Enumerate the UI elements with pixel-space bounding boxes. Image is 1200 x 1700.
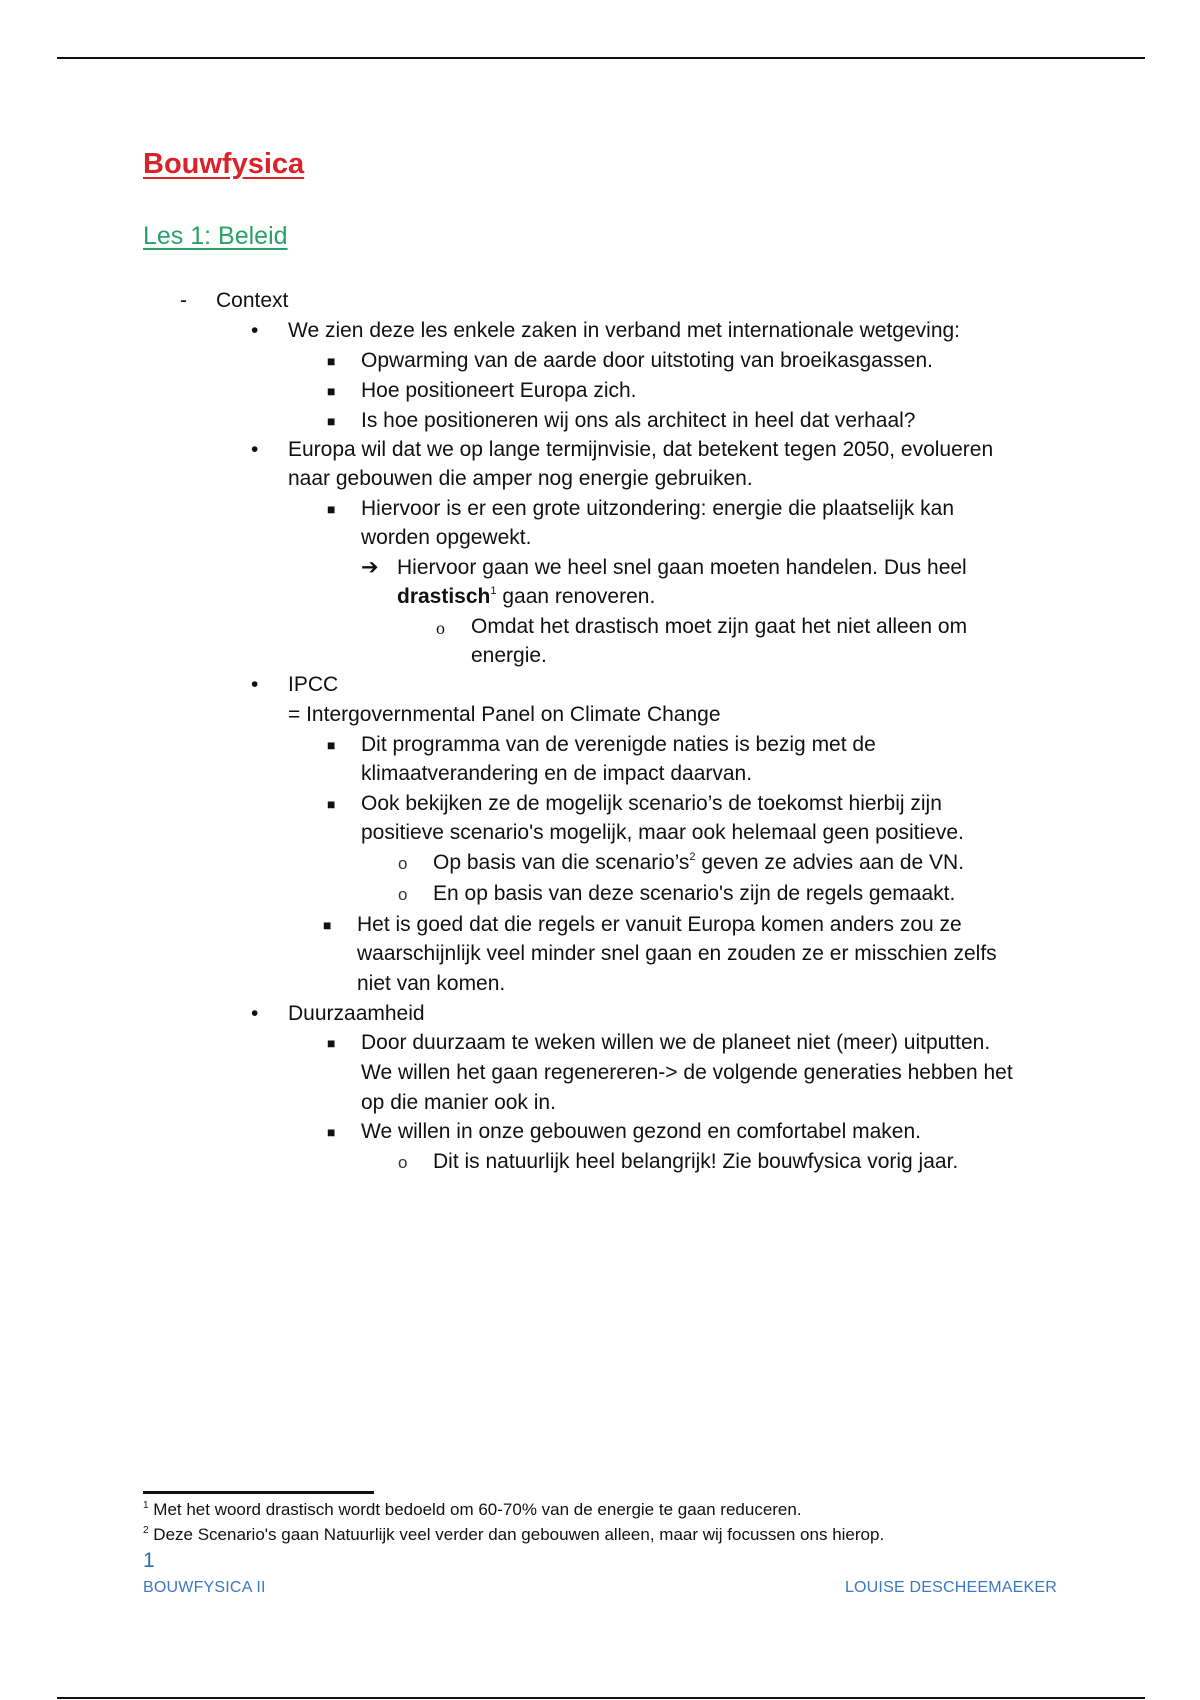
bullet-marker: • <box>251 438 259 461</box>
header-rule <box>57 57 1145 59</box>
arrow-icon: ➔ <box>361 556 379 579</box>
footnote-text: Deze Scenario's gaan Natuurlijk veel verder dan gebouwen alleen, maar wij focussen ons hierop. <box>148 1525 885 1544</box>
ipcc-definition: = Intergovernmental Panel on Climate Change <box>288 703 721 726</box>
list-item-line: Dit programma van de verenigde naties is bezig met de <box>361 733 876 756</box>
list-item-line: waarschijnlijk veel minder snel gaan en zouden ze er misschien zelfs <box>357 942 997 965</box>
square-bullet-marker: ■ <box>327 413 336 429</box>
footnote-ref: 2 <box>689 851 696 863</box>
lesson-title: Les 1: Beleid <box>143 222 288 250</box>
square-bullet-marker: ■ <box>327 737 336 753</box>
square-bullet-marker: ■ <box>327 1035 336 1051</box>
list-item: We willen in onze gebouwen gezond en comfortabel maken. <box>361 1120 921 1143</box>
circle-marker: o <box>398 1153 408 1172</box>
footer-rule <box>57 1697 1145 1699</box>
page-number: 1 <box>143 1549 155 1572</box>
list-item: Opwarming van de aarde door uitstoting van broeikasgassen. <box>361 349 934 372</box>
list-item-line: worden opgewekt. <box>361 526 532 549</box>
context-heading: Context <box>216 289 289 312</box>
square-bullet-marker: ■ <box>327 796 336 812</box>
footnote-1 <box>143 1499 802 1521</box>
square-bullet-marker: ■ <box>323 917 332 933</box>
footnote-text: Met het woord drastisch wordt bedoeld om 60-70% van de energie te gaan reduceren. <box>148 1500 802 1519</box>
footnote-ref: 1 <box>490 585 497 597</box>
list-item-line: We willen het gaan regenereren-> de volgende generaties hebben het <box>361 1061 1013 1084</box>
list-item-line: Door duurzaam te weken willen we de planeet niet (meer) uitputten. <box>361 1031 991 1054</box>
bullet-text-line: naar gebouwen die amper nog energie gebruiken. <box>288 467 753 490</box>
bullet-text: We zien deze les enkele zaken in verband met internationale wetgeving: <box>288 319 961 342</box>
document-title: Bouwfysica <box>143 148 305 180</box>
arrow-item-line: Hiervoor gaan we heel snel gaan moeten handelen. Dus heel <box>397 556 967 579</box>
square-bullet-marker: ■ <box>327 501 336 517</box>
arrow-item-line <box>397 584 655 610</box>
sub-item-line: Dit is natuurlijk heel belangrijk! Zie bouwfysica vorig jaar. <box>433 1150 959 1173</box>
footnote-number: 2 <box>143 1525 149 1536</box>
list-item-line: klimaatverandering en de impact daarvan. <box>361 762 753 785</box>
sub-item-line: Omdat het drastisch moet zijn gaat het niet alleen om <box>471 615 968 638</box>
arrow-item-rest: gaan renoveren. <box>496 585 656 608</box>
sub-item-line: En op basis van deze scenario's zijn de regels gemaakt. <box>433 882 956 905</box>
square-bullet-marker: ■ <box>327 1124 336 1140</box>
sub-item-line <box>433 850 964 876</box>
bullet-marker: • <box>251 673 259 696</box>
sub-item-text: geven ze advies aan de VN. <box>695 851 965 874</box>
dash-marker: - <box>180 289 187 312</box>
footnote-separator <box>143 1491 374 1494</box>
script-o-marker: o <box>436 618 445 638</box>
bullet-text-line: Europa wil dat we op lange termijnvisie, dat betekent tegen 2050, evolueren <box>288 438 994 461</box>
sub-item-text: Op basis van die scenario’s <box>433 851 690 874</box>
list-item-line: op die manier ook in. <box>361 1091 556 1114</box>
bold-term: drastisch <box>397 585 491 608</box>
list-item-line: positieve scenario's mogelijk, maar ook helemaal geen positieve. <box>361 821 964 844</box>
list-item-line: niet van komen. <box>357 972 506 995</box>
list-item: Is hoe positioneren wij ons als architect in heel dat verhaal? <box>361 409 916 432</box>
bullet-marker: • <box>251 1002 259 1025</box>
footer-author: LOUISE DESCHEEMAEKER <box>844 1579 1057 1596</box>
circle-marker: o <box>398 885 408 904</box>
footer-course: BOUWFYSICA II <box>143 1579 266 1596</box>
list-item-line: Hiervoor is er een grote uitzondering: energie die plaatselijk kan <box>361 497 955 520</box>
square-bullet-marker: ■ <box>327 383 336 399</box>
ipcc-heading: IPCC <box>288 673 339 696</box>
duurzaamheid-heading: Duurzaamheid <box>288 1002 425 1025</box>
sub-item-line: energie. <box>471 644 547 667</box>
list-item: Hoe positioneert Europa zich. <box>361 379 637 402</box>
square-bullet-marker: ■ <box>327 353 336 369</box>
footnote-number: 1 <box>143 1500 149 1511</box>
list-item-line: Ook bekijken ze de mogelijk scenario’s de toekomst hierbij zijn <box>361 792 942 815</box>
bullet-marker: • <box>251 319 259 342</box>
list-item-line: Het is goed dat die regels er vanuit Europa komen anders zou ze <box>357 913 962 936</box>
footnote-2 <box>143 1524 884 1546</box>
circle-marker: o <box>398 854 408 873</box>
